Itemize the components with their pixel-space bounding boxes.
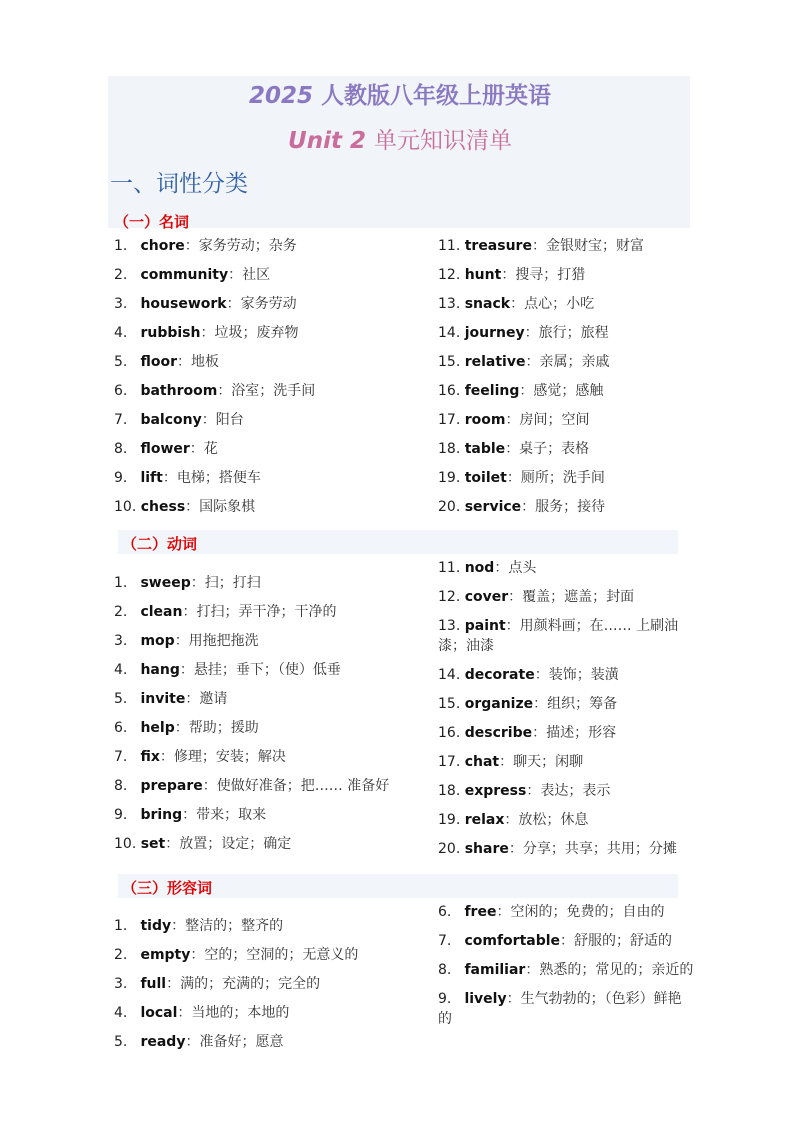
verbs-heading: （二）动词 (122, 535, 198, 553)
item-word: housework (140, 296, 227, 312)
item-meaning: ：打扫；弄干净；干净的 (182, 604, 337, 620)
item-number: 18. (438, 441, 461, 457)
item-meaning: ：放置；设定；确定 (165, 836, 292, 852)
item-meaning: ：桌子；表格 (505, 441, 590, 457)
vocab-item (438, 781, 693, 801)
item-number: 5. (114, 691, 128, 707)
vocab-item (114, 945, 358, 965)
item-number: 5. (114, 1034, 128, 1050)
vocab-item (114, 323, 315, 343)
item-number: 11. (438, 238, 461, 254)
item-number: 15. (438, 696, 461, 712)
item-meaning: ：扫；打扫 (190, 575, 261, 591)
item-meaning: ：浴室；洗手间 (217, 383, 316, 399)
item-word: tidy (140, 918, 172, 934)
subtitle-text: 单元知识清单 (373, 128, 512, 154)
item-meaning: ：旅行；旅程 (524, 325, 609, 341)
item-word: chat (464, 754, 500, 770)
item-word: treasure (464, 238, 532, 254)
item-number: 16. (438, 725, 461, 741)
item-word: fix (140, 749, 160, 765)
vocab-item (438, 694, 693, 714)
item-word: service (464, 499, 522, 515)
item-word: set (140, 836, 166, 852)
vocab-item (114, 265, 315, 285)
vocab-item (114, 468, 315, 488)
item-number: 20. (438, 841, 461, 857)
item-meaning: ：家务劳动 (226, 296, 297, 312)
item-meaning: ：描述；形容 (532, 725, 617, 741)
item-number: 1. (114, 575, 128, 591)
page-title (0, 77, 800, 110)
item-word: nod (464, 560, 495, 576)
item-word: decorate (464, 667, 535, 683)
item-word: balcony (140, 412, 202, 428)
vocab-item (114, 805, 389, 825)
item-meaning: ：生气勃勃的；（色彩）鲜艳的 (438, 991, 682, 1027)
item-number: 9. (114, 807, 128, 823)
item-number: 14. (438, 667, 461, 683)
vocab-item (438, 439, 644, 459)
item-meaning: ：悬挂；垂下；（使）低垂 (179, 662, 341, 678)
vocab-item (114, 834, 389, 854)
item-meaning: ：带来；取来 (182, 807, 267, 823)
vocab-item (438, 931, 693, 951)
vocab-item (438, 558, 693, 578)
item-meaning: ：帮助；援助 (174, 720, 259, 736)
item-meaning: ：电梯；搭便车 (162, 470, 261, 486)
item-number: 3. (114, 633, 128, 649)
item-meaning: ：分享；共享；共用；分摊 (508, 841, 677, 857)
adjectives-left-list (114, 916, 358, 1052)
item-word: share (464, 841, 509, 857)
item-number: 6. (114, 720, 128, 736)
vocab-item (114, 497, 315, 517)
item-word: comfortable (464, 933, 561, 949)
item-word: express (464, 783, 527, 799)
item-number: 8. (114, 778, 128, 794)
item-number: 6. (438, 904, 452, 920)
item-number: 17. (438, 412, 461, 428)
vocab-item (114, 747, 389, 767)
item-word: cover (464, 589, 509, 605)
item-number: 8. (438, 962, 452, 978)
vocab-item (438, 839, 693, 859)
adjectives-heading: （三）形容词 (122, 879, 213, 897)
item-number: 9. (438, 991, 452, 1007)
vocab-item (438, 587, 693, 607)
vocab-item (438, 723, 693, 743)
item-meaning: ：装饰；装潢 (534, 667, 619, 683)
vocab-item (114, 573, 389, 593)
item-word: room (464, 412, 506, 428)
item-number: 6. (114, 383, 128, 399)
vocab-item (438, 665, 693, 685)
vocab-item (114, 916, 358, 936)
item-number: 2. (114, 267, 128, 283)
vocab-item (438, 352, 644, 372)
item-word: chore (140, 238, 185, 254)
item-word: describe (464, 725, 533, 741)
item-number: 5. (114, 354, 128, 370)
item-word: ready (140, 1034, 186, 1050)
vocab-item (114, 776, 389, 796)
item-word: community (140, 267, 229, 283)
vocab-item (438, 236, 644, 256)
item-number: 2. (114, 604, 128, 620)
item-meaning: ：亲属；亲戚 (525, 354, 610, 370)
item-number: 16. (438, 383, 461, 399)
item-meaning: ：用拖把拖洗 (174, 633, 259, 649)
vocab-item (438, 989, 693, 1029)
item-meaning: ：地板 (176, 354, 219, 370)
item-word: bring (140, 807, 183, 823)
item-word: help (140, 720, 175, 736)
verbs-left-list (114, 573, 389, 854)
item-word: clean (140, 604, 183, 620)
item-meaning: ：花 (189, 441, 218, 457)
item-meaning: ：放松；休息 (504, 812, 589, 828)
item-number: 8. (114, 441, 128, 457)
item-meaning: ：覆盖；遮盖；封面 (508, 589, 635, 605)
vocab-item (114, 1032, 358, 1052)
item-meaning: ：满的；充满的；完全的 (166, 976, 321, 992)
item-word: flower (140, 441, 190, 457)
vocab-item (438, 810, 693, 830)
item-number: 12. (438, 267, 461, 283)
item-word: paint (464, 618, 506, 634)
item-meaning: ：空的；空洞的；无意义的 (190, 947, 359, 963)
page-subtitle (0, 122, 800, 155)
vocab-item (438, 410, 644, 430)
item-number: 20. (438, 499, 461, 515)
vocab-item (114, 410, 315, 430)
item-meaning: ：金银财宝；财富 (531, 238, 644, 254)
vocab-item (438, 381, 644, 401)
item-number: 19. (438, 812, 461, 828)
item-word: sweep (140, 575, 191, 591)
item-number: 13. (438, 296, 461, 312)
item-number: 11. (438, 560, 461, 576)
item-word: full (140, 976, 167, 992)
item-word: relax (464, 812, 505, 828)
item-meaning: ：修理；安装；解决 (159, 749, 286, 765)
section-heading: 一、词性分类 (110, 171, 248, 197)
item-word: toilet (464, 470, 507, 486)
vocab-item (438, 902, 693, 922)
item-word: rubbish (140, 325, 201, 341)
item-number: 4. (114, 1005, 128, 1021)
item-number: 4. (114, 662, 128, 678)
item-word: local (140, 1005, 178, 1021)
item-meaning: ：感觉；感触 (519, 383, 604, 399)
verbs-heading-band (118, 530, 678, 554)
item-number: 3. (114, 976, 128, 992)
item-word: hunt (464, 267, 502, 283)
item-meaning: ：舒服的；舒适的 (560, 933, 673, 949)
item-number: 14. (438, 325, 461, 341)
item-word: table (464, 441, 506, 457)
vocab-item (114, 236, 315, 256)
item-meaning: ：表达；表示 (526, 783, 611, 799)
item-meaning: ：熟悉的；常见的；亲近的 (525, 962, 694, 978)
item-meaning: ：组织；筹备 (533, 696, 618, 712)
nouns-right-list (438, 236, 644, 517)
vocab-item (114, 381, 315, 401)
adjectives-right-list (438, 902, 693, 1029)
item-number: 9. (114, 470, 128, 486)
item-meaning: ：房间；空间 (505, 412, 590, 428)
vocab-item (114, 689, 389, 709)
item-word: floor (140, 354, 177, 370)
item-meaning: ：整洁的；整齐的 (171, 918, 284, 934)
item-number: 7. (114, 412, 128, 428)
item-meaning: ：空闲的；免费的；自由的 (496, 904, 665, 920)
item-word: lively (464, 991, 507, 1007)
vocab-item (114, 352, 315, 372)
vocab-item (438, 752, 693, 772)
item-meaning: ：国际象棋 (185, 499, 256, 515)
item-word: mop (140, 633, 175, 649)
item-number: 4. (114, 325, 128, 341)
item-number: 10. (114, 836, 137, 852)
vocab-item (114, 294, 315, 314)
item-number: 19. (438, 470, 461, 486)
item-number: 1. (114, 238, 128, 254)
vocab-item (114, 1003, 358, 1023)
item-number: 3. (114, 296, 128, 312)
title-year: 2025 (248, 83, 313, 109)
item-number: 10. (114, 499, 137, 515)
item-number: 17. (438, 754, 461, 770)
item-word: lift (140, 470, 163, 486)
item-word: snack (464, 296, 511, 312)
vocab-item (114, 439, 315, 459)
vocab-item (438, 265, 644, 285)
title-text: 人教版八年级上册英语 (321, 83, 552, 109)
item-meaning: ：社区 (228, 267, 271, 283)
item-number: 15. (438, 354, 461, 370)
vocab-item (114, 718, 389, 738)
vocab-item (114, 602, 389, 622)
item-meaning: ：使做好准备；把…… 准备好 (202, 778, 390, 794)
vocab-item (438, 497, 644, 517)
vocab-item (438, 323, 644, 343)
item-meaning: ：当地的；本地的 (177, 1005, 290, 1021)
item-meaning: ：阳台 (201, 412, 244, 428)
item-number: 12. (438, 589, 461, 605)
unit-label: Unit 2 (288, 128, 366, 154)
vocab-item (438, 294, 644, 314)
verbs-right-list (438, 558, 693, 859)
item-meaning: ：厕所；洗手间 (506, 470, 605, 486)
vocab-item (114, 974, 358, 994)
item-meaning: ：邀请 (185, 691, 228, 707)
item-number: 7. (114, 749, 128, 765)
item-word: free (464, 904, 497, 920)
item-meaning: ：聊天；闲聊 (499, 754, 584, 770)
vocab-item (114, 631, 389, 651)
item-meaning: ：服务；接待 (521, 499, 606, 515)
item-meaning: ：点心；小吃 (510, 296, 595, 312)
item-meaning: ：用颜料画；在…… 上刷油漆；油漆 (438, 618, 679, 654)
item-word: invite (140, 691, 186, 707)
item-word: familiar (464, 962, 526, 978)
item-meaning: ：搜寻；打猎 (501, 267, 586, 283)
item-number: 2. (114, 947, 128, 963)
item-word: relative (464, 354, 526, 370)
item-number: 7. (438, 933, 452, 949)
item-word: feeling (464, 383, 520, 399)
item-word: journey (464, 325, 525, 341)
vocab-item (438, 616, 693, 656)
item-word: empty (140, 947, 191, 963)
vocab-item (114, 660, 389, 680)
nouns-heading: （一）名词 (114, 213, 190, 231)
item-word: bathroom (140, 383, 218, 399)
item-meaning: ：准备好；愿意 (185, 1034, 284, 1050)
item-number: 13. (438, 618, 461, 634)
item-number: 18. (438, 783, 461, 799)
item-meaning: ：家务劳动；杂务 (184, 238, 297, 254)
item-word: chess (140, 499, 186, 515)
nouns-left-list (114, 236, 315, 517)
item-number: 1. (114, 918, 128, 934)
item-word: hang (140, 662, 180, 678)
vocab-item (438, 468, 644, 488)
item-meaning: ：垃圾；废弃物 (200, 325, 299, 341)
item-meaning: ：点头 (494, 560, 537, 576)
item-word: prepare (140, 778, 203, 794)
vocab-item (438, 960, 693, 980)
item-word: organize (464, 696, 534, 712)
